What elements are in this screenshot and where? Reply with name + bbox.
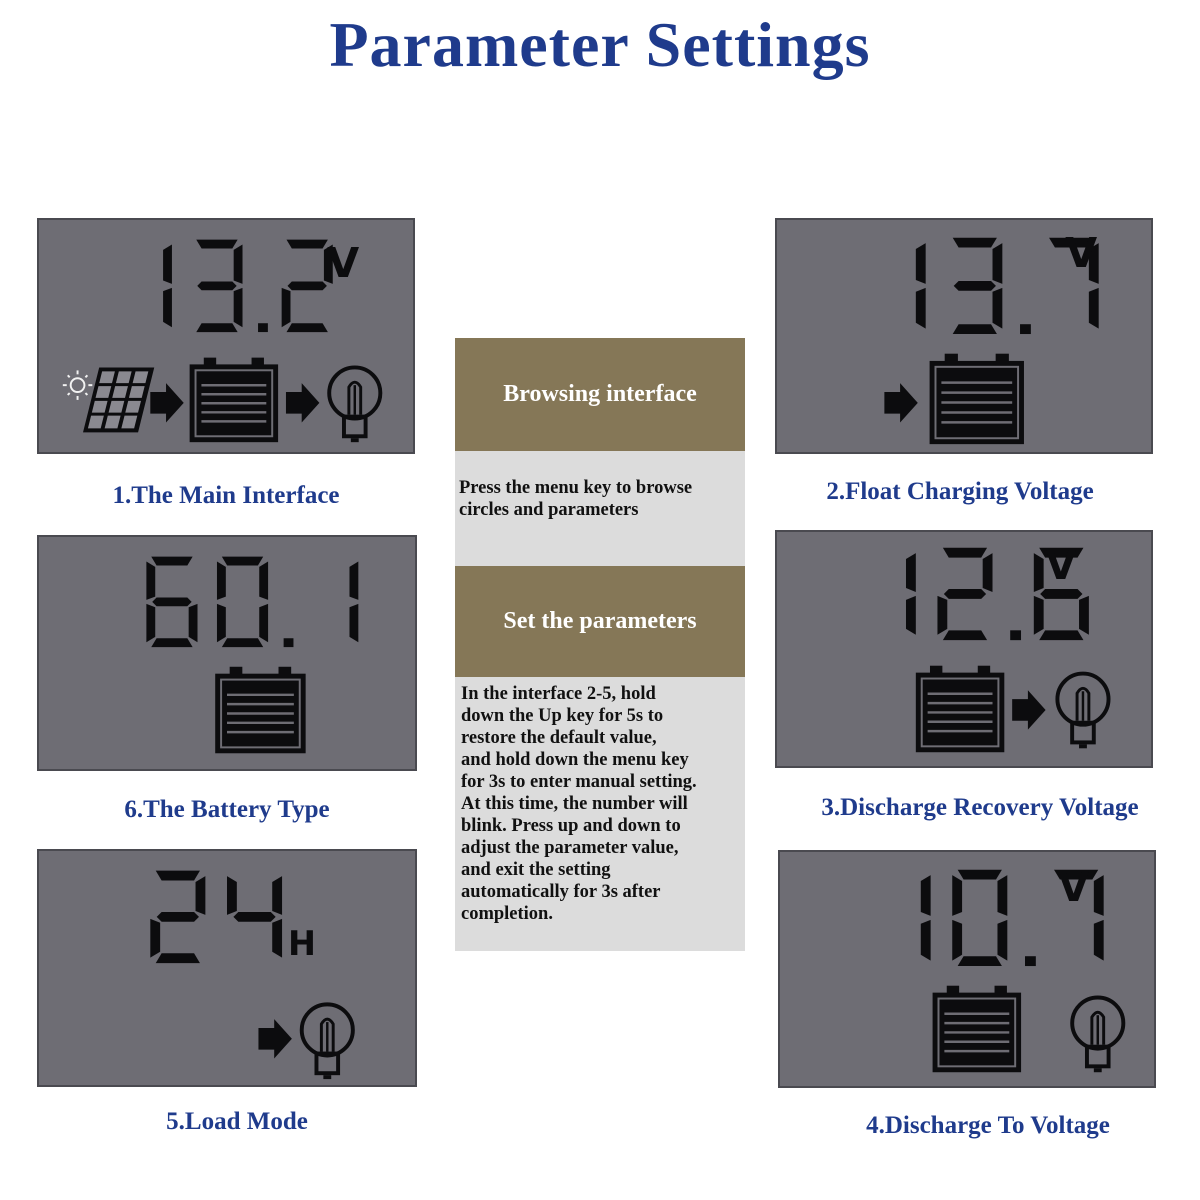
unit-label: V: [327, 239, 360, 288]
set-parameters-description: [455, 677, 745, 951]
arrow-right-icon: [258, 1019, 291, 1058]
unit-label: V: [1058, 866, 1089, 912]
browsing-interface-description: [455, 451, 745, 566]
lcd-readout: [39, 851, 282, 963]
battery-icon: [916, 666, 1004, 753]
caption-main-interface: 1.The Main Interface: [112, 482, 340, 509]
lcd-digit: [952, 870, 1007, 966]
lcd-digit: [217, 557, 268, 647]
battery-icon: [215, 667, 305, 754]
desc-line: blink. Press up and down to: [461, 816, 681, 836]
caption-battery-type: 6.The Battery Type: [124, 796, 330, 823]
desc-line: and hold down the menu key: [461, 750, 689, 770]
lcd-battery-type: [37, 535, 417, 771]
arrow-right-icon: [286, 383, 319, 422]
arrow-right-icon: [884, 383, 917, 422]
desc-line: circles and parameters: [459, 500, 639, 520]
lcd-readout: [777, 220, 1099, 334]
bulb-icon: [1057, 674, 1108, 747]
lcd-digit: [953, 238, 1003, 334]
caption-discharge-recovery: 3.Discharge Recovery Voltage: [821, 794, 1139, 821]
bulb-icon: [1072, 998, 1123, 1071]
lcd-readout: [780, 852, 1104, 966]
desc-line: for 3s to enter manual setting.: [461, 772, 697, 792]
lcd-main-interface: [37, 218, 415, 454]
lcd-load-mode: [37, 849, 417, 1087]
page-title: Parameter Settings: [329, 9, 871, 80]
battery-icon: [190, 358, 278, 443]
desc-line: and exit the setting: [461, 860, 611, 880]
arrow-right-icon: [150, 383, 183, 422]
lcd-discharge-to: [778, 850, 1156, 1088]
desc-line: automatically for 3s after: [461, 882, 661, 902]
battery-icon: [930, 354, 1024, 444]
bulb-icon: [329, 367, 380, 440]
lcd-readout: [39, 220, 333, 332]
lcd-digit: [921, 875, 931, 961]
lcd-readout: [39, 537, 358, 647]
caption-load-mode: 5.Load Mode: [166, 1108, 308, 1135]
lcd-discharge-recovery: [775, 530, 1153, 768]
unit-label: V: [1045, 544, 1077, 590]
lcd-digit: [916, 243, 926, 329]
lcd-readout: [777, 532, 1089, 640]
unit-label: V: [1065, 229, 1098, 278]
browsing-interface-header: Browsing interface: [455, 338, 745, 451]
unit-label: H: [287, 924, 316, 964]
lcd-float-charging: [775, 218, 1153, 454]
decimal-point: [258, 323, 268, 332]
lcd-digit: [349, 562, 358, 643]
lcd-load-display: [39, 851, 415, 1085]
lcd-discharge-display: [780, 852, 1154, 1086]
desc-line: At this time, the number will: [461, 794, 688, 814]
lcd-digit: [937, 548, 992, 640]
lcd-digit: [163, 245, 172, 328]
desc-line: adjust the parameter value,: [461, 838, 679, 858]
desc-line: In the interface 2-5, hold: [461, 684, 656, 704]
decimal-point: [284, 638, 294, 647]
decimal-point: [1020, 324, 1031, 334]
lcd-float-display: [777, 220, 1151, 452]
caption-discharge-to: 4.Discharge To Voltage: [866, 1112, 1110, 1139]
lcd-digit: [227, 876, 282, 958]
lcd-digit: [146, 557, 197, 647]
lcd-main-display: [39, 220, 413, 452]
desc-line: completion.: [461, 904, 553, 924]
lcd-digit: [282, 240, 333, 332]
lcd-digit: [906, 553, 916, 635]
set-parameters-header: Set the parameters: [455, 566, 745, 677]
decimal-point: [1025, 956, 1036, 966]
bulb-icon: [302, 1004, 353, 1077]
desc-line: Press the menu key to browse: [459, 478, 693, 498]
lcd-digit: [150, 871, 205, 963]
lcd-recovery-display: [777, 532, 1151, 766]
lcd-digit: [196, 240, 242, 332]
solar-panel-icon: [83, 367, 154, 432]
arrow-right-icon: [1012, 690, 1045, 729]
lcd-battery-display: [39, 537, 415, 769]
battery-icon: [933, 986, 1021, 1073]
decimal-point: [1010, 630, 1021, 640]
caption-float-charging: 2.Float Charging Voltage: [826, 478, 1094, 505]
sun-icon: [63, 370, 92, 399]
desc-line: down the Up key for 5s to: [461, 706, 664, 726]
desc-line: restore the default value,: [461, 728, 657, 748]
